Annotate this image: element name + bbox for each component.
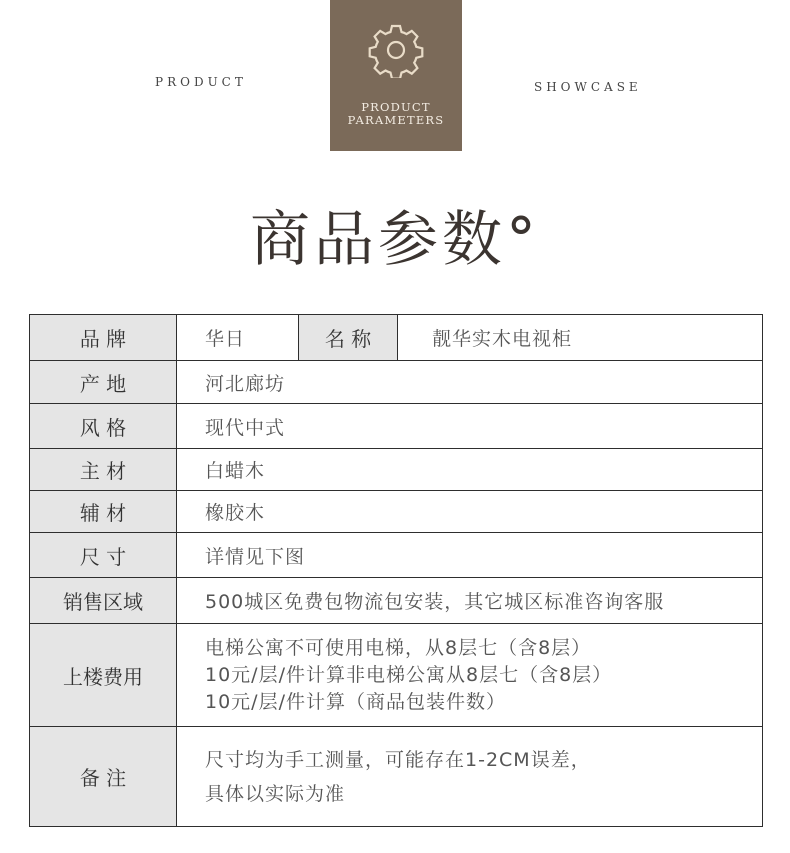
- origin-label: 产 地: [30, 361, 177, 404]
- aux-material-value: 橡胶木: [177, 491, 763, 533]
- origin-value: 河北廊坊: [177, 361, 763, 404]
- note-value: [177, 727, 763, 827]
- stairs-line: 电梯公寓不可使用电梯，从8层七（含8层）: [205, 636, 592, 659]
- size-label: 尺 寸: [30, 533, 177, 578]
- stairs-line: 10元/层/件计算非电梯公寓从8层七（含8层）: [205, 663, 613, 686]
- region-label: 销售区域: [30, 578, 177, 624]
- brand-value: 华日: [177, 315, 299, 361]
- name-label: 名 称: [299, 315, 398, 361]
- aux-material-label: 辅 材: [30, 491, 177, 533]
- page-title: 商品参数°: [250, 205, 540, 275]
- stairs-label: 上楼费用: [30, 624, 177, 727]
- table-row-region: [30, 578, 763, 624]
- note-line: 尺寸均为手工测量，可能存在1-2CM误差，: [205, 748, 591, 771]
- style-label: 风 格: [30, 404, 177, 449]
- table-row-brand: [30, 315, 763, 361]
- product-parameters-table: [29, 314, 763, 827]
- note-line: 具体以实际为准: [205, 782, 346, 805]
- badge-line-2: PARAMETERS: [347, 113, 445, 127]
- table-row-style: [30, 404, 763, 449]
- table-row-origin: [30, 361, 763, 404]
- name-value: 靓华实木电视柜: [398, 315, 763, 361]
- table-row-stairs: [30, 624, 763, 727]
- main-material-value: 白蜡木: [177, 449, 763, 491]
- header-right-text: SHOWCASE: [534, 80, 642, 94]
- product-parameters-badge: [330, 0, 462, 151]
- brand-label: 品 牌: [30, 315, 177, 361]
- table-row-size: [30, 533, 763, 578]
- table-row-aux-material: [30, 491, 763, 533]
- size-value: 详情见下图: [177, 533, 763, 578]
- table-row-main-material: [30, 449, 763, 491]
- main-material-label: 主 材: [30, 449, 177, 491]
- note-label: 备 注: [30, 727, 177, 827]
- badge-line-1: PRODUCT: [361, 100, 431, 114]
- stairs-value: [177, 624, 763, 727]
- table-row-note: [30, 727, 763, 827]
- header-left-text: PRODUCT: [155, 75, 247, 89]
- region-value: 500城区免费包物流包安装，其它城区标准咨询客服: [177, 578, 763, 624]
- gear-icon: [368, 22, 424, 78]
- stairs-line: 10元/层/件计算（商品包装件数）: [205, 690, 506, 713]
- style-value: 现代中式: [177, 404, 763, 449]
